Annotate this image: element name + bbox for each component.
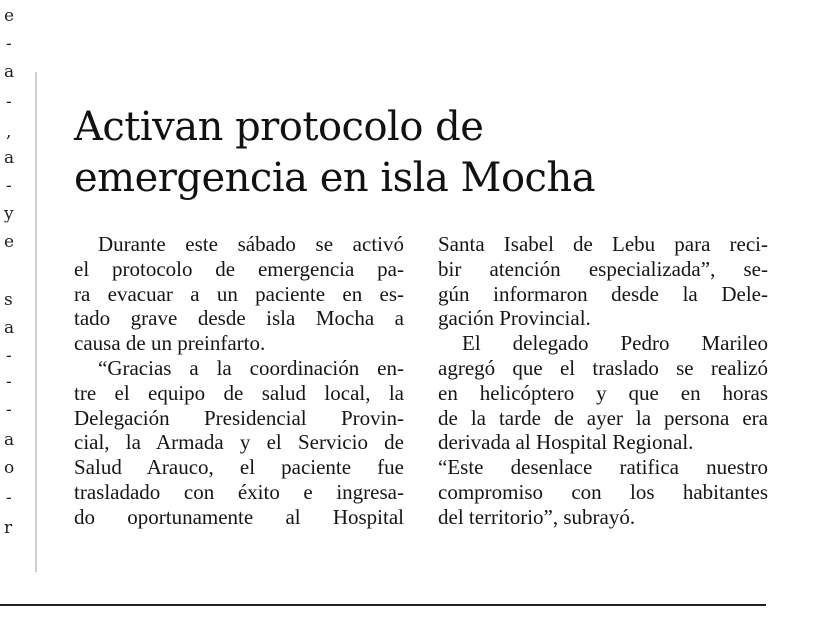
text-line: derivada al Hospital Regional. [438,430,694,455]
article-column-left [74,232,404,530]
fragment: e [4,6,15,26]
text-line: trasladado con éxito e ingresa- [74,479,404,504]
fragment: s [4,290,13,310]
text-line: agregó que el traslado se realizó [438,355,768,380]
article-column-right [438,232,768,530]
fragment: e [4,232,15,252]
fragment: - [6,176,12,196]
fragment: y [4,204,14,224]
fragment: - [6,400,12,420]
fragment: a [4,62,15,82]
text-line: “Gracias a la coordinación en- [98,355,404,380]
fragment: - [6,372,12,392]
text-line: gún informaron desde la Dele- [438,281,768,306]
text-line: cial, la Armada y el Servicio de [74,430,404,455]
text-line: Salud Arauco, el paciente fue [74,455,404,480]
text-line: bir atención especializada”, se- [438,256,768,281]
text-line: El delegado Pedro Marileo [462,331,768,356]
adjacent-column-edge [0,0,22,560]
fragment: o [4,458,15,478]
text-line: en helicóptero y que en horas [438,380,768,405]
text-line: compromiso con los habitantes [438,479,768,504]
text-line: ra evacuar a un paciente en es- [74,281,404,306]
fragment: - [6,346,12,366]
headline-line: emergencia en isla Mocha [74,155,596,201]
fragment: - [6,92,12,112]
text-line: Durante este sábado se activó [98,232,404,256]
column-divider [35,72,37,572]
text-line: causa de un preinfarto. [74,331,266,356]
text-line: del territorio”, subrayó. [438,504,636,529]
bottom-rule [0,604,766,606]
text-line: de la tarde de ayer la persona era [438,405,768,430]
fragment: - [6,488,12,508]
text-line: Santa Isabel de Lebu para reci- [438,232,768,256]
text-line: “Este desenlace ratifica nuestro [438,455,768,480]
fragment: r [4,518,13,538]
fragment: a [4,318,15,338]
headline-line: Activan protocolo de [74,104,484,150]
text-line: do oportunamente al Hospital [74,504,404,529]
text-line: el protocolo de emergencia pa- [74,256,404,281]
fragment: - [6,34,12,54]
article-headline [74,102,734,204]
fragment: a [4,148,15,168]
text-line: gación Provincial. [438,306,591,331]
text-line: tre el equipo de salud local, la [74,380,404,405]
fragment: , [6,122,12,142]
text-line: tado grave desde isla Mocha a [74,306,404,331]
text-line: Delegación Presidencial Provin- [74,405,404,430]
fragment: a [4,430,15,450]
